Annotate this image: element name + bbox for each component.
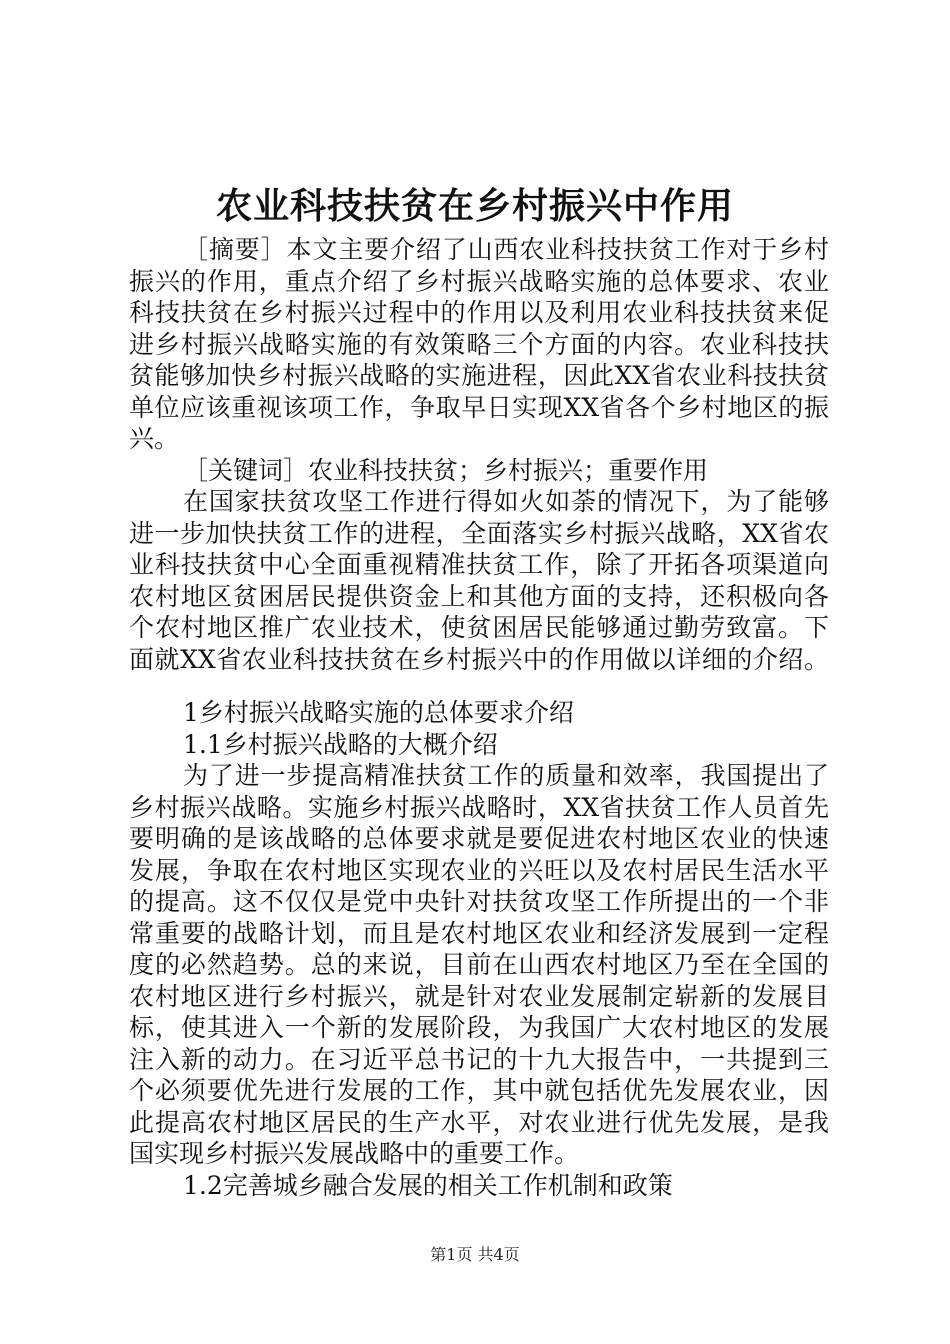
subsection-heading: 1.2完善城乡融合发展的相关工作机制和政策 xyxy=(183,1171,673,1200)
paragraph-line: 个农村地区推广农业技术，使贫困居民能够通过勤劳致富。下 xyxy=(129,613,829,642)
abstract-line: ［摘要］本文主要介绍了山西农业科技扶贫工作对于乡村 xyxy=(183,235,829,264)
paragraph-line: 面就XX省农业科技扶贫在乡村振兴中的作用做以详细的介绍。 xyxy=(129,645,829,674)
paragraph-line: 标，使其进入一个新的发展阶段，为我国广大农村地区的发展 xyxy=(129,1013,829,1042)
paragraph-line: 度的必然趋势。总的来说，目前在山西农村地区乃至在全国的 xyxy=(129,950,829,979)
abstract-line: 振兴的作用，重点介绍了乡村振兴战略实施的总体要求、农业 xyxy=(129,267,829,296)
keywords-line: ［关键词］农业科技扶贫；乡村振兴；重要作用 xyxy=(183,456,709,485)
section-heading: 1乡村振兴战略实施的总体要求介绍 xyxy=(183,698,574,727)
abstract-line: 进乡村振兴战略实施的有效策略三个方面的内容。农业科技扶 xyxy=(129,330,829,359)
paragraph-line: 进一步加快扶贫工作的进程，全面落实乡村振兴战略，XX省农 xyxy=(129,519,829,548)
paragraph-line: 乡村振兴战略。实施乡村振兴战略时，XX省扶贫工作人员首先 xyxy=(129,793,829,822)
subsection-heading: 1.1乡村振兴战略的大概介绍 xyxy=(183,730,498,759)
paragraph-line: 此提高农村地区居民的生产水平，对农业进行优先发展，是我 xyxy=(129,1108,829,1137)
paragraph-line: 农村地区贫困居民提供资金上和其他方面的支持，还积极向各 xyxy=(129,582,829,611)
abstract-line: 单位应该重视该项工作，争取早日实现XX省各个乡村地区的振 xyxy=(129,393,829,422)
paragraph-line: 国实现乡村振兴发展战略中的重要工作。 xyxy=(129,1139,580,1168)
paragraph-line: 的提高。这不仅仅是党中央针对扶贫攻坚工作所提出的一个非 xyxy=(129,887,829,916)
abstract-line: 兴。 xyxy=(129,424,180,453)
abstract-line: 贫能够加快乡村振兴战略的实施进程，因此XX省农业科技扶贫 xyxy=(129,361,829,390)
abstract-line: 科技扶贫在乡村振兴过程中的作用以及利用农业科技扶贫来促 xyxy=(129,298,829,327)
paragraph-line: 常重要的战略计划，而且是农村地区农业和经济发展到一定程 xyxy=(129,919,829,948)
document-title: 农业科技扶贫在乡村振兴中作用 xyxy=(215,186,734,227)
paragraph-line: 在国家扶贫攻坚工作进行得如火如荼的情况下，为了能够 xyxy=(183,487,829,516)
paragraph-line: 要明确的是该战略的总体要求就是要促进农村地区农业的快速 xyxy=(129,824,829,853)
paragraph-line: 发展，争取在农村地区实现农业的兴旺以及农村居民生活水平 xyxy=(129,856,829,885)
paragraph-line: 农村地区进行乡村振兴，就是针对农业发展制定崭新的发展目 xyxy=(129,982,829,1011)
paragraph-line: 为了进一步提高精准扶贫工作的质量和效率，我国提出了 xyxy=(183,761,829,790)
paragraph-line: 注入新的动力。在习近平总书记的十九大报告中，一共提到三 xyxy=(129,1045,829,1074)
paragraph-line: 个必须要优先进行发展的工作，其中就包括优先发展农业，因 xyxy=(129,1076,829,1105)
paragraph-line: 业科技扶贫中心全面重视精准扶贫工作，除了开拓各项渠道向 xyxy=(129,550,829,579)
page-footer: 第1页 共4页 xyxy=(430,1245,520,1264)
